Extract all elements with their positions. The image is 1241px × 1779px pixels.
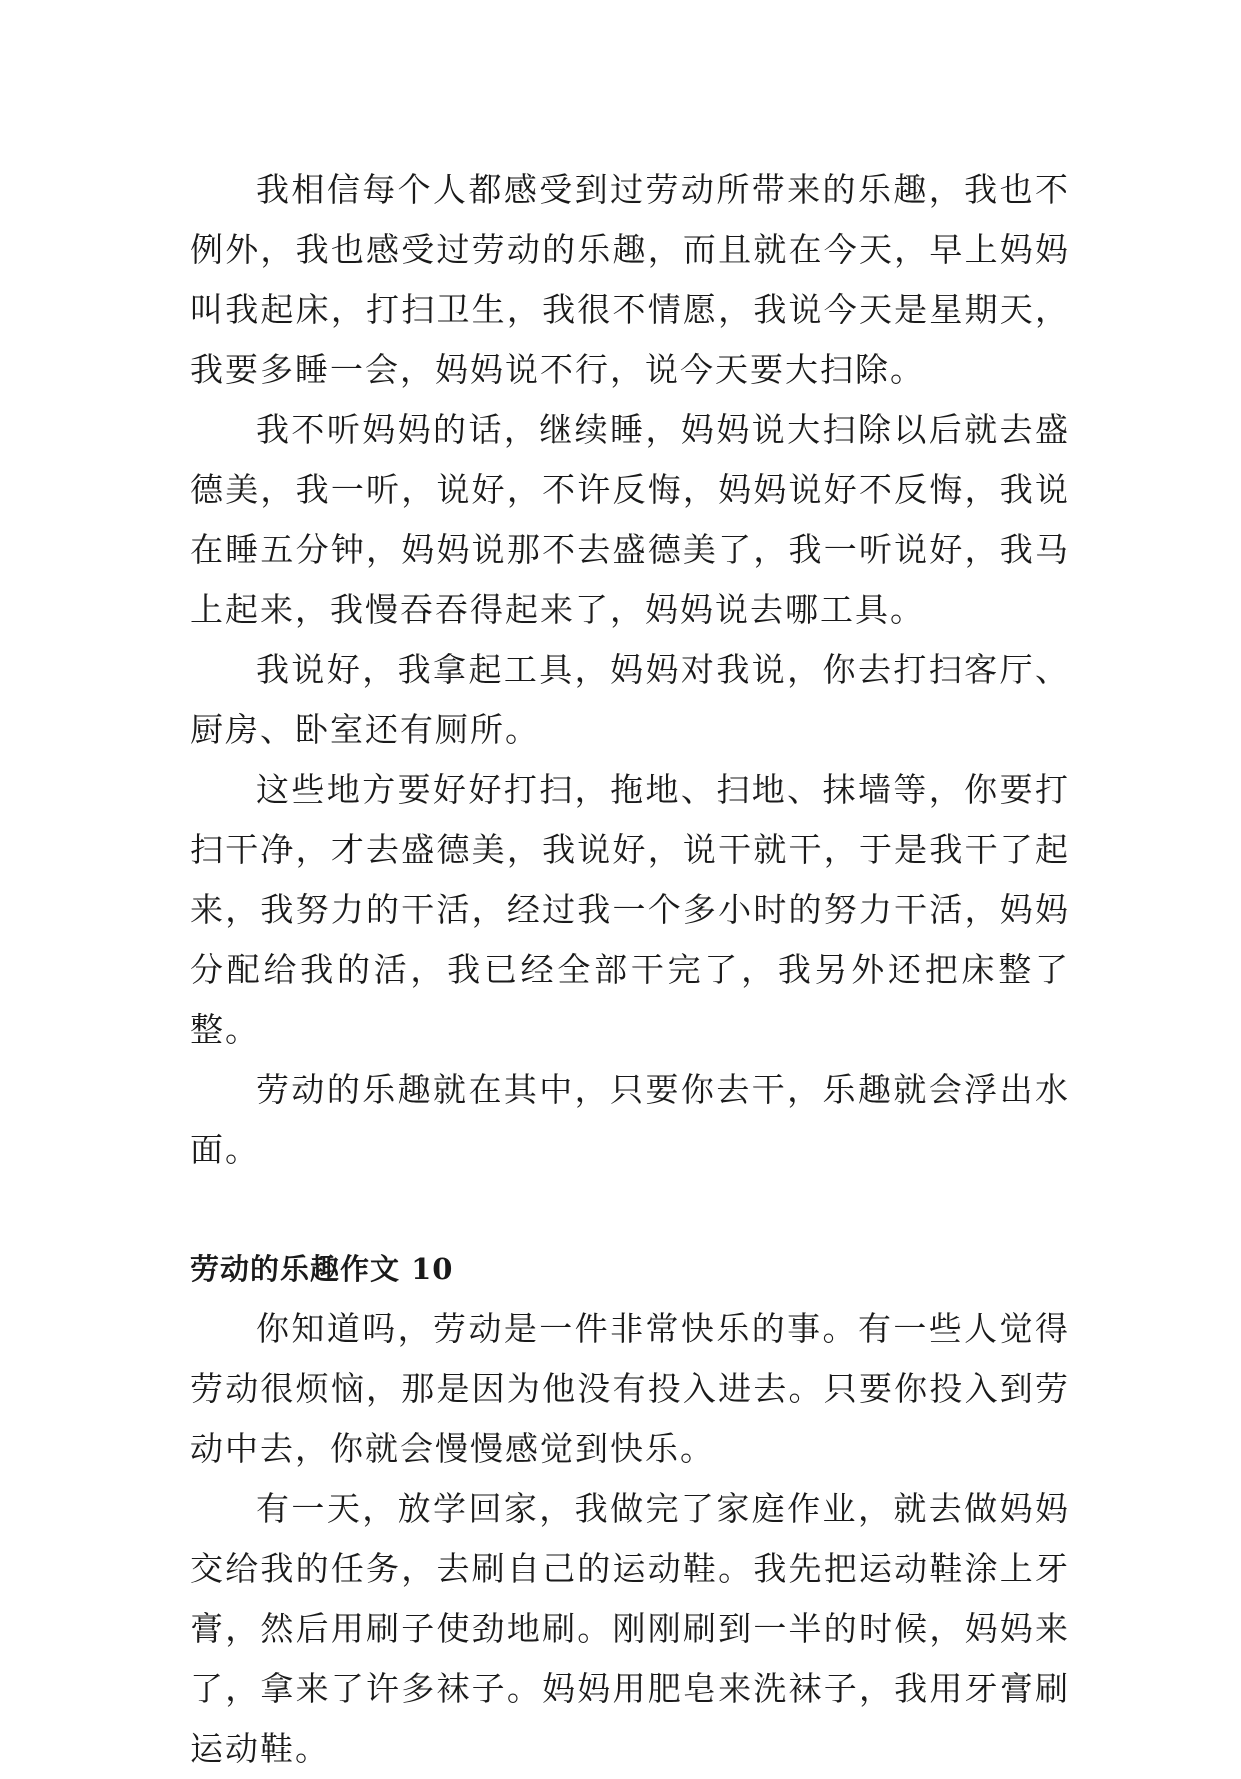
body-paragraph: 我说好，我拿起工具，妈妈对我说，你去打扫客厅、厨房、卧室还有厕所。 (190, 650, 1070, 749)
essay-title: 劳动的乐趣作文 10 (190, 1252, 454, 1286)
body-paragraph: 我不听妈妈的话，继续睡，妈妈说大扫除以后就去盛德美，我一听，说好，不许反悔，妈妈说好不反悔，我说在睡五分钟，妈妈说那不去盛德美了，我一听说好，我马上起来，我慢吞吞得起来了，妈妈说去哪工具。 (190, 410, 1070, 629)
body-paragraph: 我相信每个人都感受到过劳动所带来的乐趣，我也不例外，我也感受过劳动的乐趣，而且就在今天，早上妈妈叫我起床，打扫卫生，我很不情愿，我说今天是星期天，我要多睡一会，妈妈说不行，说今天要大扫除。 (190, 170, 1070, 389)
body-paragraph: 劳动的乐趣就在其中，只要你去干，乐趣就会浮出水面。 (190, 1070, 1070, 1169)
body-paragraph: 你知道吗，劳动是一件非常快乐的事。有一些人觉得劳动很烦恼，那是因为他没有投入进去。只要你投入到劳动中去，你就会慢慢感觉到快乐。 (190, 1309, 1070, 1468)
body-paragraph: 这些地方要好好打扫，拖地、扫地、抹墙等，你要打扫干净，才去盛德美，我说好，说干就干，于是我干了起来，我努力的干活，经过我一个多小时的努力干活，妈妈分配给我的活，我已经全部干完了，我另外还把床整了整。 (190, 770, 1070, 1049)
document-page (190, 160, 1070, 1779)
body-paragraph: 有一天，放学回家，我做完了家庭作业，就去做妈妈交给我的任务，去刷自己的运动鞋。我先把运动鞋涂上牙膏，然后用刷子使劲地刷。刚刚刷到一半的时候，妈妈来了，拿来了许多袜子。妈妈用肥皂来洗袜子，我用牙膏刷运动鞋。 (190, 1489, 1070, 1768)
